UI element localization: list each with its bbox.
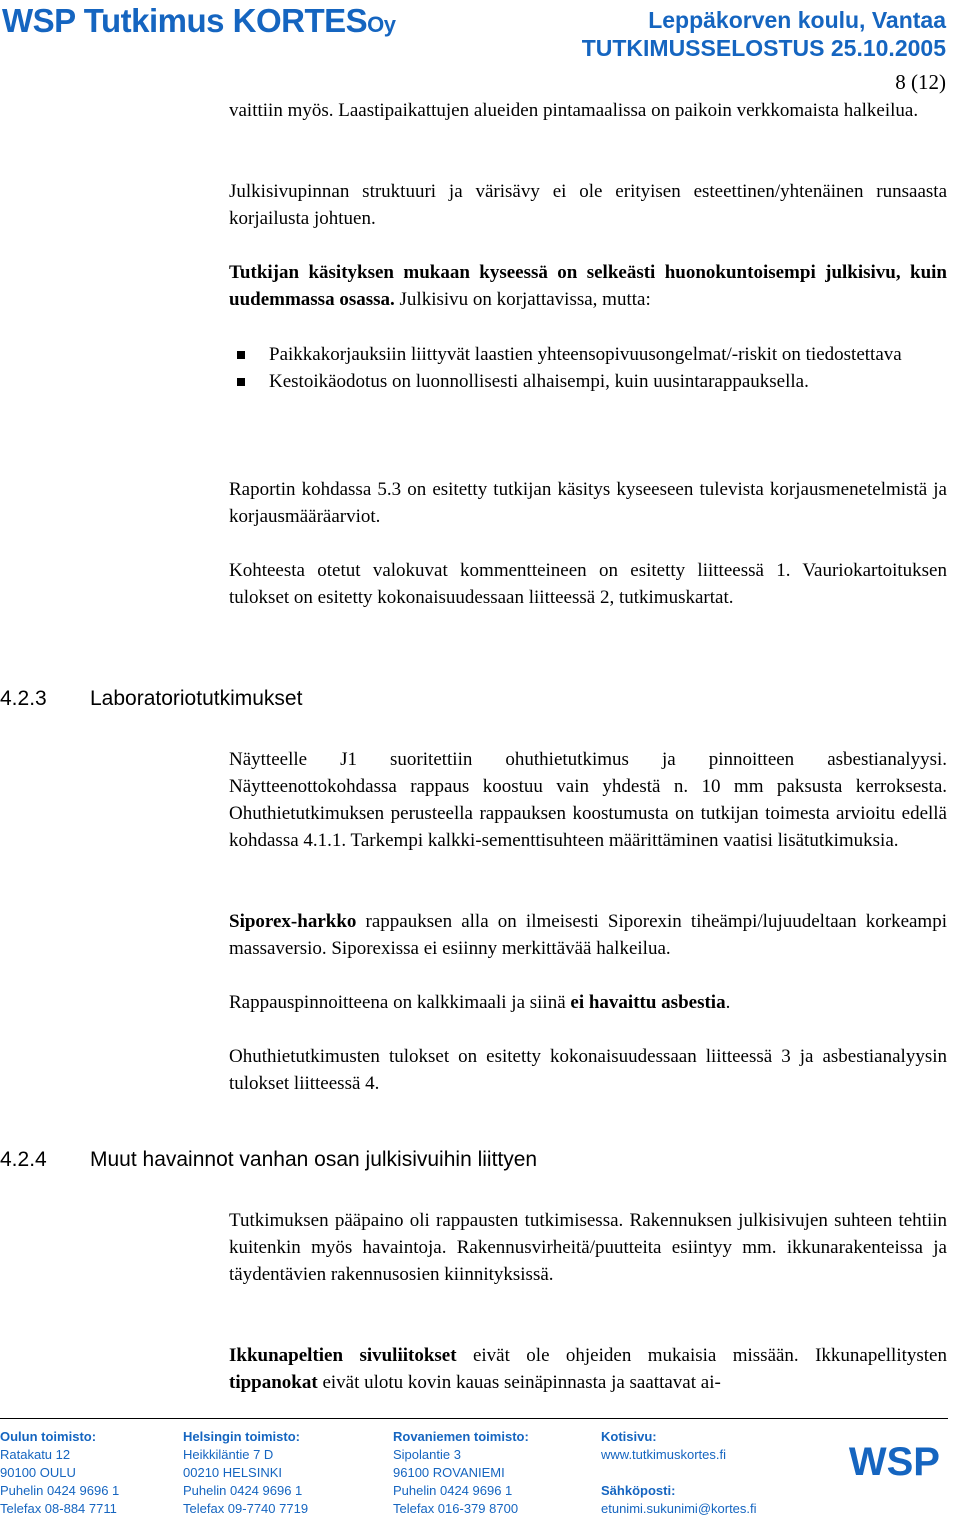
section-number: 4.2.4 [0,1148,47,1171]
email-link[interactable]: etunimi.sukunimi@kortes.fi [601,1501,757,1516]
list-item [229,368,947,395]
text: eivät ole ohjeiden mukaisia missään. Ikkunapellitysten [456,1345,947,1366]
footer-line: Sipolantie 3 [393,1447,461,1462]
footer-line: Puhelin 0424 9696 1 [393,1483,513,1498]
section-number: 4.2.3 [0,687,47,710]
footer-line: Telefax 016-379 8700 [393,1501,519,1516]
section-title: Muut havainnot vanhan osan julkisivuihin liittyen [90,1148,538,1171]
brand-suffix: Oy [367,12,396,37]
list-item-text: Paikkakorjauksiin liittyvät laastien yhteensopivuusongelmat/-riskit on tiedostettava [269,344,902,365]
footer-title: Kotisivu: [601,1429,657,1444]
bold-text: tippanokat [229,1372,318,1393]
website-link[interactable]: www.tutkimuskortes.fi [601,1447,726,1462]
square-bullet-icon [237,378,245,386]
bold-text: Ikkunapeltien sivuliitokset [229,1345,457,1366]
list-item-text: Kestoikäodotus on luonnollisesti alhaisempi, kuin uusintarappauksella. [269,371,809,392]
page-footer [0,1418,960,1516]
paragraph [229,989,947,1016]
text: Julkisivu on korjattavissa, mutta: [394,289,651,310]
paragraph: Tutkimuksen pääpaino oli rappausten tutkimisessa. Rakennuksen julkisivujen suhteen tehtiin kuitenkin myös havaintoja. Rakennusvirheitä/puutteita esiintyy mm. ikkunarakenteissa ja täydentävien rakennusosien kiinnityksissä. [229,1210,947,1285]
footer-line: Heikkiläntie 7 D [183,1447,274,1462]
paragraph [229,259,947,313]
footer-line: Telefax 08-884 7711 [0,1501,117,1516]
list-item [229,341,947,368]
bold-text: Tutkijan käsityksen mukaan kyseessä on selkeästi huonokuntoisempi julkisivu, kuin uudemmassa osassa. [229,262,947,310]
footer-line: 90100 OULU [0,1465,76,1480]
footer-title: Helsingin toimisto: [183,1429,300,1444]
footer-line: Puhelin 0424 9696 1 [0,1483,120,1498]
footer-office-oulu [0,1428,119,1518]
footer-office-rovaniemi [393,1428,529,1518]
text: . [725,992,731,1013]
footer-office-helsinki [183,1428,308,1518]
document-header [582,6,946,62]
footer-logo: WSP [848,1440,940,1484]
company-logo [2,2,396,44]
footer-title: Sähköposti: [601,1483,676,1498]
footer-contact [601,1428,757,1518]
paragraph: Julkisivupinnan struktuuri ja värisävy ei ole erityisen esteettinen/yhtenäinen runsaasta korjailusta johtuen. [229,181,947,229]
footer-line: 96100 ROVANIEMI [393,1465,505,1480]
footer-line: Ratakatu 12 [0,1447,71,1462]
footer-line: 00210 HELSINKI [183,1465,283,1480]
paragraph: Näytteelle J1 suoritettiin ohuthietutkimus ja pinnoitteen asbestianalyysi. Näytteenottokohdassa rappaus koostuu vain yhdestä n. 10 mm paksusta kerroksesta. Ohuthietutkimuksen perusteella rappauksen koostumusta on tutkijan toimesta arvioitu edellä kohdassa 4.1.1. Tarkempi kalkki-sementtisuhteen määrittäminen vaatisi lisätutkimuksia. [229,749,947,851]
footer-title: Oulun toimisto: [0,1429,97,1444]
section-heading [0,1148,537,1172]
paragraph: vaittiin myös. Laastipaikattujen alueiden pintamaalissa on paikoin verkkomaista halkeilua. [229,100,919,121]
bullet-list [229,341,947,395]
text: eivät ulotu kovin kauas seinäpinnasta ja saattavat ai- [317,1372,721,1393]
footer-divider [0,1418,948,1419]
section-heading [0,687,302,711]
paragraph: Kohteesta otetut valokuvat kommentteineen on esitetty liitteessä 1. Vauriokartoituksen tulokset on esitetty kokonaisuudessaan liitteessä 2, tutkimuskartat. [229,560,947,608]
bold-text: ei havaittu asbestia [570,992,726,1013]
page-number: 8 (12) [895,70,946,94]
project-title: Leppäkorven koulu, Vantaa [648,7,946,33]
paragraph: Ohuthietutkimusten tulokset on esitetty kokonaisuudessaan liitteessä 3 ja asbestianalyysin tulokset liitteessä 4. [229,1046,947,1094]
bold-text: Siporex-harkko [229,911,357,932]
paragraph [229,908,947,962]
text: Rappauspinnoitteena on kalkkimaali ja siinä [229,992,571,1013]
paragraph: Raportin kohdassa 5.3 on esitetty tutkijan käsitys kyseeseen tulevista korjausmenetelmistä ja korjausmääräarviot. [229,479,947,527]
section-title: Laboratoriotutkimukset [90,687,303,710]
text: rappauksen alla on ilmeisesti Siporexin tiheämpi/lujuudeltaan korkeampi massaversio. Siporexissa ei esiinny merkittävää halkeilua. [229,911,947,959]
report-title: TUTKIMUSSELOSTUS 25.10.2005 [581,35,946,61]
paragraph [229,1342,947,1396]
footer-line: Puhelin 0424 9696 1 [183,1483,303,1498]
footer-title: Rovaniemen toimisto: [393,1429,529,1444]
footer-line: Telefax 09-7740 7719 [183,1501,309,1516]
brand-name: WSP Tutkimus KORTES [2,2,368,39]
square-bullet-icon [237,351,245,359]
footer-spacer [601,1464,757,1482]
